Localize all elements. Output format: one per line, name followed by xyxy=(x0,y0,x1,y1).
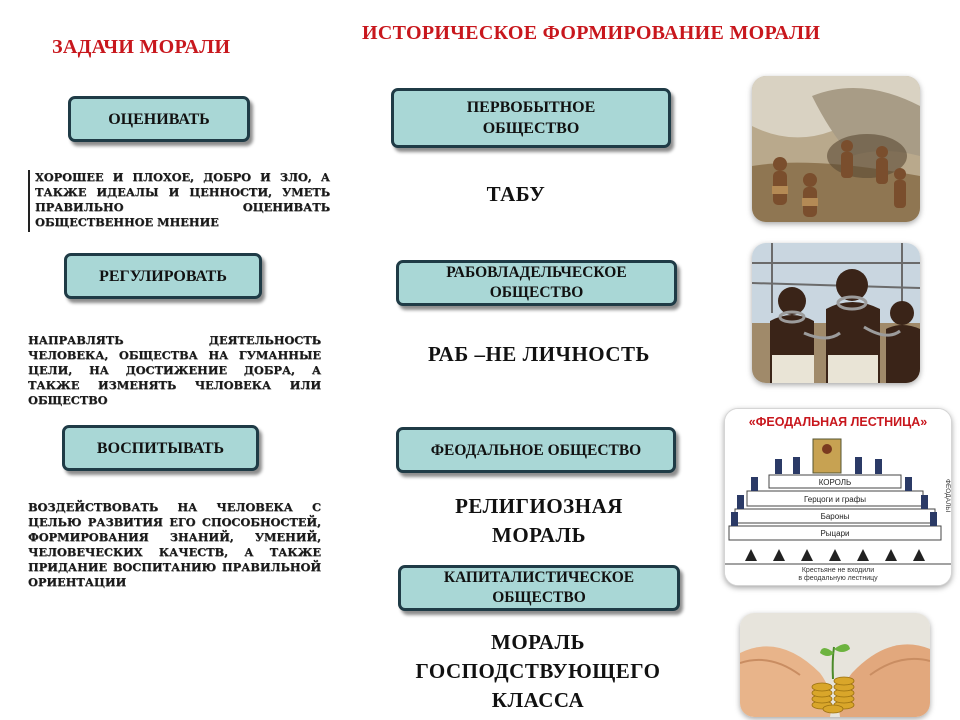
task-evaluate-box xyxy=(68,96,250,142)
task-label: ОЦЕНИВАТЬ xyxy=(108,110,210,128)
money-hands-icon xyxy=(740,613,930,717)
stage-primitive-box xyxy=(391,88,671,148)
peasants-caption-line2: в феодальную лестницу xyxy=(798,575,878,582)
task-educate-description: ВОЗДЕЙСТВОВАТЬ НА ЧЕЛОВЕКА С ЦЕЛЬЮ РАЗВИТИЯ ЕГО СПОСОБНОСТЕЙ, ФОРМИРОВАНИЯ ЗНАНИЙ, УМЕНИЙ, ЧЕЛОВЕЧЕСКИХ КАЧЕСТВ, А ТАКЖЕ ПРИДАНИЕ ВОСПИТАНИЮ ПРАВИЛЬНОЙ ОРИЕНТАЦИИ xyxy=(28,500,321,589)
stage-label-line2: ОБЩЕСТВО xyxy=(489,284,584,301)
morality-line2: ГОСПОДСТВУЮЩЕГО xyxy=(415,659,661,683)
stage-feudal-box xyxy=(396,427,676,473)
morality-line3: КЛАССА xyxy=(491,688,585,712)
stage-label-line1: КАПИТАЛИСТИЧЕСКОЕ xyxy=(443,569,635,586)
stage-primitive-morality: ТАБУ xyxy=(486,182,546,206)
task-label: РЕГУЛИРОВАТЬ xyxy=(99,267,227,285)
stage-capitalist-box xyxy=(398,565,680,611)
task-label: ВОСПИТЫВАТЬ xyxy=(96,439,225,457)
ladder-level: КОРОЛЬ xyxy=(818,478,852,487)
right-section-title: ИСТОРИЧЕСКОЕ ФОРМИРОВАНИЕ МОРАЛИ xyxy=(362,22,821,44)
chained-slaves-icon xyxy=(752,243,920,383)
stage-slave-box xyxy=(396,260,677,306)
stage-label-line2: ОБЩЕСТВО xyxy=(492,589,586,606)
stage-slave-morality: РАБ –НЕ ЛИЧНОСТЬ xyxy=(428,342,650,366)
stage-label-line1: ПЕРВОБЫТНОЕ xyxy=(466,99,596,116)
morality-line2: МОРАЛЬ xyxy=(492,523,586,547)
ladder-level: Рыцари xyxy=(820,529,850,538)
task-educate-box xyxy=(62,425,259,471)
stage-feudal-morality xyxy=(396,492,682,550)
feudal-ladder-diagram xyxy=(724,408,952,586)
hands-coins-illustration xyxy=(740,613,930,717)
stage-label-line1: РАБОВЛАДЕЛЬЧЕСКОЕ xyxy=(446,264,627,281)
morality-line1: МОРАЛЬ xyxy=(491,630,585,654)
ladder-level: Бароны xyxy=(820,512,850,521)
morality-line1: РЕЛИГИОЗНАЯ xyxy=(455,494,623,518)
task-evaluate-description: ХОРОШЕЕ И ПЛОХОЕ, ДОБРО И ЗЛО, А ТАКЖЕ ИДЕАЛЫ И ЦЕННОСТИ, УМЕТЬ ПРАВИЛЬНО ОЦЕНИВАТЬ ОБЩЕСТВЕННОЕ МНЕНИЕ xyxy=(28,170,330,232)
feudal-ladder-icon xyxy=(725,409,951,585)
peasants-caption-line1: Крестьяне не входили xyxy=(801,567,875,574)
ladder-level: Герцоги и графы xyxy=(803,495,867,504)
ladder-side-label: ФЕОДАЛЫ xyxy=(944,479,951,513)
stage-capitalist-morality xyxy=(390,628,686,715)
task-regulate-box xyxy=(64,253,262,299)
slaves-illustration xyxy=(752,243,920,383)
stage-label-line2: ОБЩЕСТВО xyxy=(482,120,580,137)
primitive-people-illustration xyxy=(752,76,920,222)
left-section-title: ЗАДАЧИ МОРАЛИ xyxy=(52,36,231,58)
cave-people-icon xyxy=(752,76,920,222)
task-regulate-description: НАПРАВЛЯТЬ ДЕЯТЕЛЬНОСТЬ ЧЕЛОВЕКА, ОБЩЕСТВА НА ГУМАННЫЕ ЦЕЛИ, НА ДОСТИЖЕНИЕ ДОБРА, А ТАКЖЕ ИЗМЕНЯТЬ ЧЕЛОВЕКА ИЛИ ОБЩЕСТВО xyxy=(28,333,321,407)
stage-label-line1: ФЕОДАЛЬНОЕ ОБЩЕСТВО xyxy=(430,441,642,459)
ladder-title: «ФЕОДАЛЬНАЯ ЛЕСТНИЦА» xyxy=(748,415,928,429)
